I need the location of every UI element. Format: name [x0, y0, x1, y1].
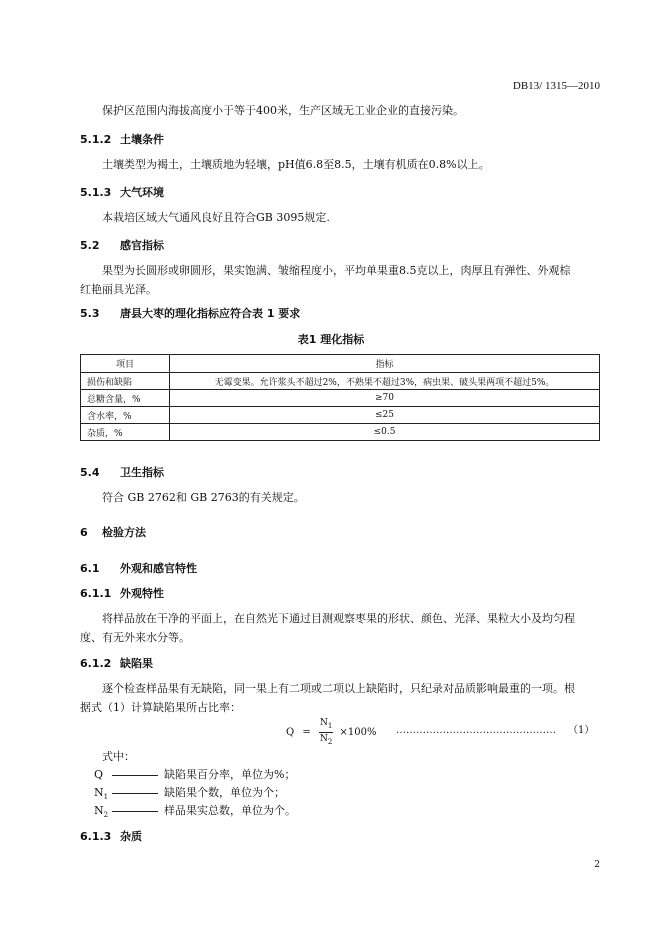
heading-5-3 [80, 305, 600, 321]
formula-multiplier: ×100% [339, 726, 377, 738]
formula-denominator-subscript: 2 [327, 737, 333, 746]
paragraph-hygiene: 符合 GB 2762和 GB 2763的有关规定。 [102, 491, 305, 504]
heading-6-1-2 [80, 655, 600, 671]
definition-symbol-letter: N [94, 804, 104, 817]
paragraph-sensory-line2: 红艳丽具光泽。 [80, 283, 157, 296]
definition-text: 缺陷果百分率，单位为%； [164, 768, 296, 781]
heading-text: 土壤条件 [120, 133, 164, 146]
heading-number: 5.2 [80, 239, 100, 252]
heading-text: 卫生指标 [120, 466, 164, 479]
page-number: 2 [594, 860, 600, 870]
formula [286, 717, 376, 745]
definition-text: 缺陷果个数，单位为个； [164, 786, 285, 799]
heading-number: 6.1.1 [80, 587, 112, 600]
paragraph-protection-zone: 保护区范围内海拔高度小于等于400米，生产区域无工业企业的直接污染。 [102, 104, 464, 117]
formula-denominator [319, 733, 333, 748]
heading-6-1 [80, 560, 600, 576]
heading-5-1-3 [80, 184, 600, 200]
heading-6-1-3 [80, 828, 600, 844]
table-row [81, 424, 600, 441]
paragraph-defects-line2: 据式（1）计算缺陷果所占比率： [80, 701, 241, 714]
formula-fraction [319, 717, 333, 748]
definition-symbol-subscript: 1 [103, 793, 109, 802]
heading-text: 杂质 [120, 830, 142, 843]
formula-numerator-subscript: 1 [327, 721, 333, 730]
heading-number: 6 [80, 526, 88, 539]
table-caption: 表1 理化指标 [297, 333, 365, 346]
heading-6-1-1 [80, 585, 600, 601]
formula-leader-dots: ………………………………………… [396, 725, 556, 736]
formula-number: （1） [568, 725, 595, 736]
table-header-cell: 指标 [170, 355, 600, 373]
definition-dash [112, 793, 158, 794]
heading-number: 6.1.3 [80, 830, 112, 843]
heading-5-2 [80, 237, 600, 253]
standard-number: DB13/ 1315—2010 [512, 80, 600, 92]
paragraph-appearance-line1: 将样品放在干净的平面上，在自然光下通过目测观察枣果的形状、颜色、光泽、果粒大小及均匀程 [102, 612, 575, 625]
paragraph-defects-line1: 逐个检查样品果有无缺陷，同一果上有二项或二项以上缺陷时，只纪录对品质影响最重的一项。根 [102, 682, 575, 695]
heading-text: 缺陷果 [120, 657, 153, 670]
paragraph-sensory-line1: 果型为长圆形或卵圆形，果实饱满、皱缩程度小，平均单果重8.5克以上，肉厚且有弹性、外观棕 [102, 264, 571, 277]
heading-number: 6.1 [80, 562, 100, 575]
table-cell-item: 总糖含量，% [81, 390, 170, 407]
table-row [81, 407, 600, 424]
table-row [81, 390, 600, 407]
heading-number: 5.1.3 [80, 186, 112, 199]
table-cell-item: 杂质，% [81, 424, 170, 441]
heading-text: 大气环境 [120, 186, 164, 199]
heading-number: 5.4 [80, 466, 100, 479]
paragraph-appearance-line2: 度、有无外来水分等。 [80, 631, 190, 644]
heading-5-4 [80, 464, 600, 480]
heading-text: 外观和感官特性 [120, 562, 197, 575]
table-cell-value: 无霉变果。允许浆头不超过2%，不熟果不超过3%，病虫果、破头果两项不超过5%。 [170, 373, 600, 390]
heading-text: 检验方法 [102, 526, 146, 539]
heading-6 [80, 524, 600, 540]
table-cell-value: ≤0.5 [170, 424, 600, 441]
heading-number: 5.3 [80, 307, 100, 320]
heading-text: 感官指标 [120, 239, 164, 252]
table-cell-item: 含水率，% [81, 407, 170, 424]
formula-denominator-symbol: N [319, 733, 328, 744]
definition-symbol [94, 802, 109, 824]
table-cell-value: ≥70 [170, 390, 600, 407]
formula-numerator-symbol: N [319, 718, 328, 728]
table-row [81, 373, 600, 390]
heading-5-1-2 [80, 131, 600, 147]
table-header-row [81, 355, 600, 373]
heading-number: 6.1.2 [80, 657, 112, 670]
definition-dash [112, 811, 158, 812]
definition-text: 样品果实总数，单位为个。 [164, 804, 296, 817]
definition-symbol-letter: Q [94, 768, 104, 781]
heading-number: 5.1.2 [80, 133, 112, 146]
definition-symbol-subscript: 2 [103, 811, 109, 820]
definition-item [94, 802, 296, 824]
table-cell-value: ≤25 [170, 407, 600, 424]
heading-text: 唐县大枣的理化指标应符合表 1 要求 [120, 307, 301, 320]
definition-symbol-letter: N [94, 786, 104, 799]
paragraph-atmosphere: 本栽培区域大气通风良好且符合GB 3095规定. [102, 211, 330, 224]
physicochemical-table [80, 354, 600, 441]
table-cell-item: 损伤和缺陷 [81, 373, 170, 390]
formula-equals: = [302, 726, 311, 738]
heading-text: 外观特性 [120, 587, 164, 600]
table-header-cell: 项目 [81, 355, 170, 373]
formula-numerator [319, 717, 333, 733]
definitions-intro: 式中： [102, 750, 135, 763]
paragraph-soil: 土壤类型为褐土，土壤质地为轻壤，pH值6.8至8.5，土壤有机质在0.8%以上。 [102, 158, 490, 171]
formula-lhs: Q [286, 726, 295, 738]
definition-dash [112, 775, 158, 776]
